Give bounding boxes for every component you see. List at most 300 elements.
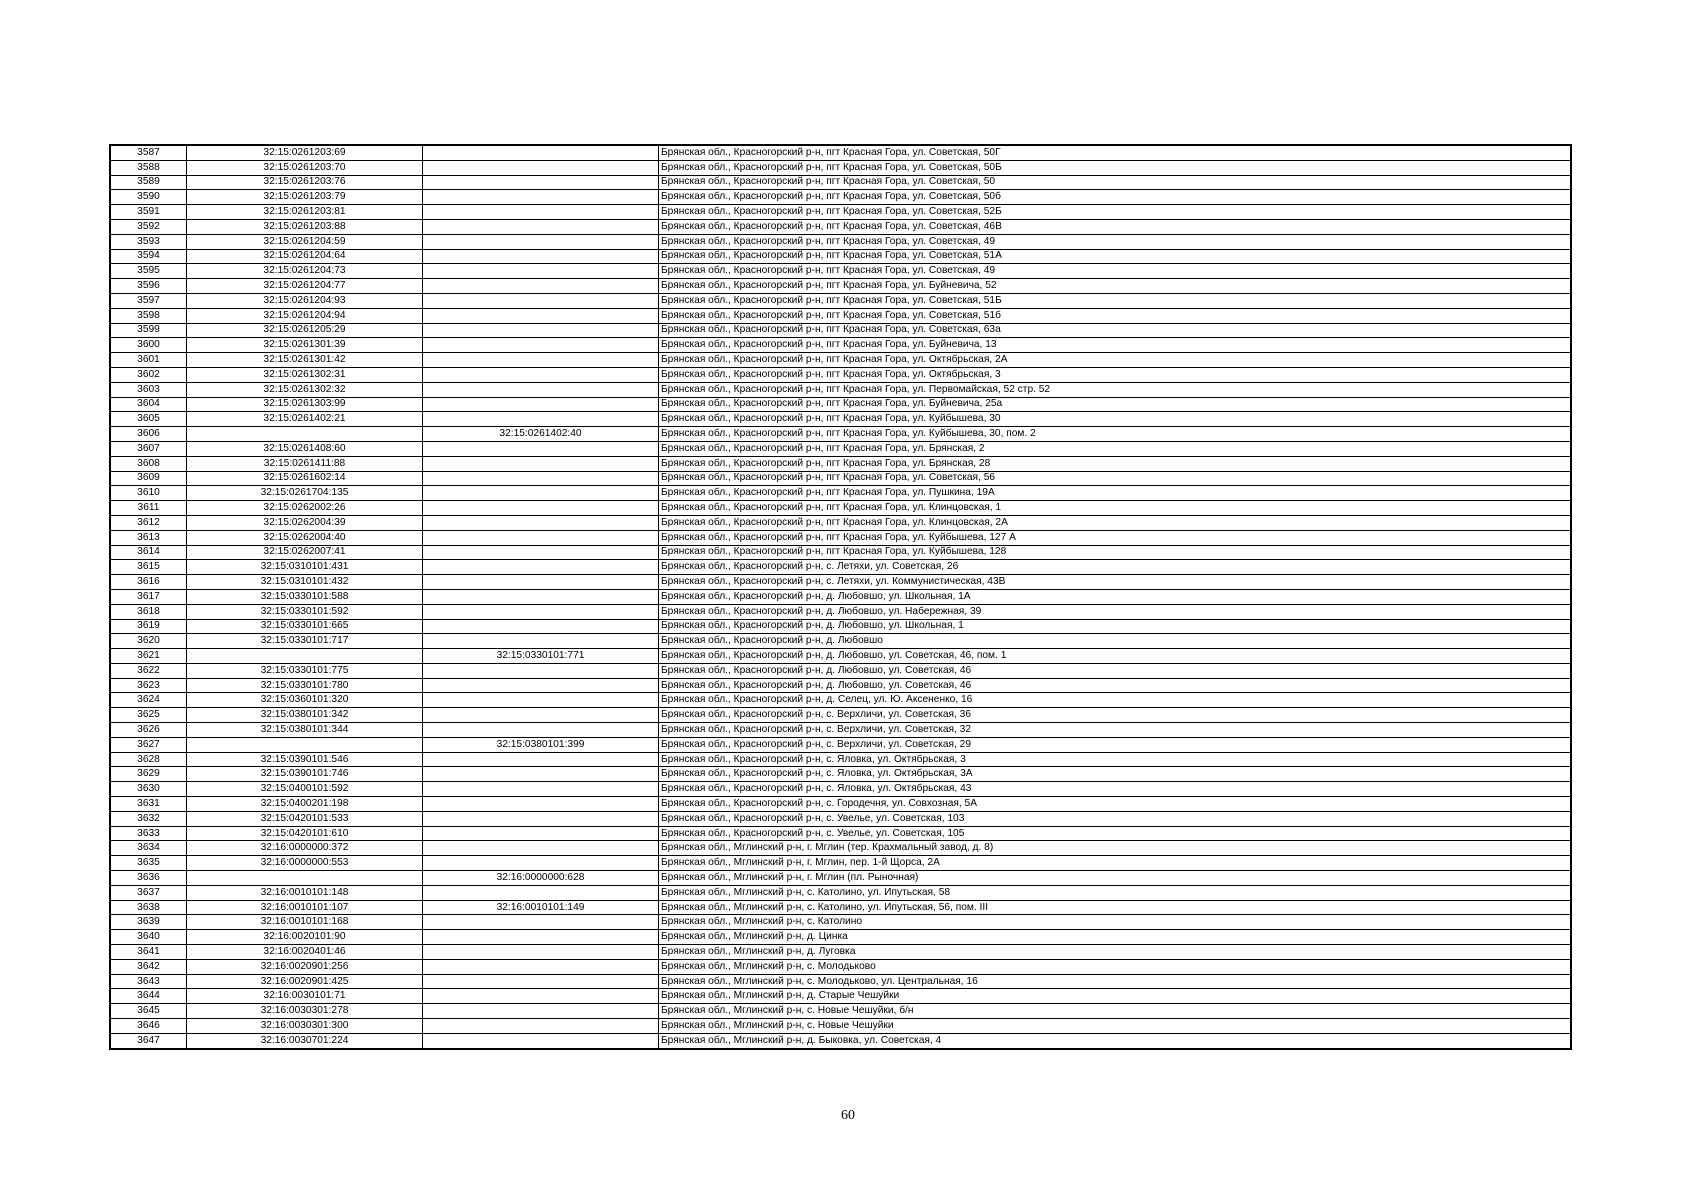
premises-cadastral-number-cell	[423, 767, 659, 782]
address-cell: Брянская обл., Красногорский р-н, д. Любовшо, ул. Школьная, 1	[659, 619, 1571, 634]
row-number-cell: 3638	[111, 900, 187, 915]
premises-cadastral-number-cell	[423, 604, 659, 619]
premises-cadastral-number-cell	[423, 249, 659, 264]
address-cell: Брянская обл., Красногорский р-н, пгт Красная Гора, ул. Советская, 51А	[659, 249, 1571, 264]
row-number-cell: 3605	[111, 412, 187, 427]
premises-cadastral-number-cell	[423, 663, 659, 678]
premises-cadastral-number-cell	[423, 338, 659, 353]
premises-cadastral-number-cell	[423, 397, 659, 412]
address-cell: Брянская обл., Мглинский р-н, д. Луговка	[659, 945, 1571, 960]
cadastral-number-cell: 32:15:0261302:31	[187, 367, 423, 382]
table-row	[111, 1033, 1571, 1048]
row-number-cell: 3601	[111, 353, 187, 368]
address-cell: Брянская обл., Красногорский р-н, пгт Красная Гора, ул. Клинцовская, 1	[659, 501, 1571, 516]
premises-cadastral-number-cell	[423, 723, 659, 738]
premises-cadastral-number-cell	[423, 160, 659, 175]
page-number: 60	[841, 1108, 855, 1123]
row-number-cell: 3622	[111, 663, 187, 678]
cadastral-number-cell: 32:15:0261204:64	[187, 249, 423, 264]
table-row	[111, 264, 1571, 279]
table-row	[111, 249, 1571, 264]
address-cell: Брянская обл., Красногорский р-н, д. Селец, ул. Ю. Аксененко, 16	[659, 693, 1571, 708]
row-number-cell: 3632	[111, 811, 187, 826]
row-number-cell: 3645	[111, 1004, 187, 1019]
premises-cadastral-number-cell	[423, 545, 659, 560]
address-cell: Брянская обл., Красногорский р-н, пгт Красная Гора, ул. Советская, 52Б	[659, 205, 1571, 220]
address-cell: Брянская обл., Красногорский р-н, пгт Красная Гора, ул. Клинцовская, 2А	[659, 515, 1571, 530]
address-cell: Брянская обл., Красногорский р-н, с. Верхличи, ул. Советская, 36	[659, 708, 1571, 723]
table-row	[111, 841, 1571, 856]
premises-cadastral-number-cell	[423, 797, 659, 812]
table-row	[111, 441, 1571, 456]
row-number-cell: 3634	[111, 841, 187, 856]
row-number-cell: 3607	[111, 441, 187, 456]
row-number-cell: 3643	[111, 974, 187, 989]
row-number-cell: 3608	[111, 456, 187, 471]
cadastral-number-cell: 32:15:0261203:76	[187, 175, 423, 190]
address-cell: Брянская обл., Мглинский р-н, д. Цинка	[659, 930, 1571, 945]
address-cell: Брянская обл., Красногорский р-н, пгт Красная Гора, ул. Брянская, 28	[659, 456, 1571, 471]
address-cell: Брянская обл., Красногорский р-н, пгт Красная Гора, ул. Октябрьская, 2А	[659, 353, 1571, 368]
table-row	[111, 515, 1571, 530]
premises-cadastral-number-cell	[423, 190, 659, 205]
table-row	[111, 930, 1571, 945]
cadastral-number-cell: 32:15:0330101:780	[187, 678, 423, 693]
premises-cadastral-number-cell	[423, 441, 659, 456]
address-cell: Брянская обл., Красногорский р-н, с. Городечня, ул. Совхозная, 5А	[659, 797, 1571, 812]
row-number-cell: 3617	[111, 589, 187, 604]
cadastral-number-cell: 32:15:0261203:81	[187, 205, 423, 220]
premises-cadastral-number-cell	[423, 974, 659, 989]
table-row	[111, 589, 1571, 604]
address-cell: Брянская обл., Красногорский р-н, д. Любовшо, ул. Советская, 46	[659, 678, 1571, 693]
row-number-cell: 3616	[111, 575, 187, 590]
address-cell: Брянская обл., Мглинский р-н, г. Мглин (пл. Рыночная)	[659, 871, 1571, 886]
row-number-cell: 3624	[111, 693, 187, 708]
table-row	[111, 160, 1571, 175]
row-number-cell: 3588	[111, 160, 187, 175]
row-number-cell: 3639	[111, 915, 187, 930]
row-number-cell: 3625	[111, 708, 187, 723]
table-row	[111, 871, 1571, 886]
row-number-cell: 3627	[111, 737, 187, 752]
premises-cadastral-number-cell	[423, 708, 659, 723]
cadastral-number-cell: 32:15:0261301:39	[187, 338, 423, 353]
address-cell: Брянская обл., Красногорский р-н, пгт Красная Гора, ул. Буйневича, 25а	[659, 397, 1571, 412]
premises-cadastral-number-cell	[423, 412, 659, 427]
cadastral-number-cell: 32:15:0310101:431	[187, 560, 423, 575]
premises-cadastral-number-cell	[423, 1019, 659, 1034]
table-row	[111, 530, 1571, 545]
row-number-cell: 3618	[111, 604, 187, 619]
cadastral-number-cell: 32:15:0330101:665	[187, 619, 423, 634]
address-cell: Брянская обл., Мглинский р-н, с. Новые Чешуйки	[659, 1019, 1571, 1034]
address-cell: Брянская обл., Красногорский р-н, пгт Красная Гора, ул. Куйбышева, 128	[659, 545, 1571, 560]
cadastral-number-cell: 32:16:0020101:90	[187, 930, 423, 945]
address-cell: Брянская обл., Красногорский р-н, пгт Красная Гора, ул. Советская, 56	[659, 471, 1571, 486]
cadastral-number-cell: 32:15:0262004:40	[187, 530, 423, 545]
registry-table-frame	[109, 144, 1572, 1050]
row-number-cell: 3613	[111, 530, 187, 545]
table-row	[111, 826, 1571, 841]
table-row	[111, 945, 1571, 960]
premises-cadastral-number-cell: 32:15:0330101:771	[423, 649, 659, 664]
premises-cadastral-number-cell	[423, 146, 659, 161]
table-row	[111, 737, 1571, 752]
address-cell: Брянская обл., Мглинский р-н, с. Новые Чешуйки, б/н	[659, 1004, 1571, 1019]
premises-cadastral-number-cell	[423, 264, 659, 279]
row-number-cell: 3629	[111, 767, 187, 782]
cadastral-number-cell: 32:16:0010101:148	[187, 885, 423, 900]
cadastral-number-cell: 32:15:0360101:320	[187, 693, 423, 708]
address-cell: Брянская обл., Мглинский р-н, д. Старые Чешуйки	[659, 989, 1571, 1004]
cadastral-number-cell: 32:15:0330101:717	[187, 634, 423, 649]
premises-cadastral-number-cell	[423, 471, 659, 486]
premises-cadastral-number-cell	[423, 989, 659, 1004]
table-row	[111, 649, 1571, 664]
premises-cadastral-number-cell	[423, 811, 659, 826]
table-row	[111, 767, 1571, 782]
cadastral-number-cell: 32:15:0330101:592	[187, 604, 423, 619]
address-cell: Брянская обл., Красногорский р-н, пгт Красная Гора, ул. Советская, 50б	[659, 190, 1571, 205]
premises-cadastral-number-cell: 32:15:0380101:399	[423, 737, 659, 752]
address-cell: Брянская обл., Красногорский р-н, д. Любовшо, ул. Школьная, 1А	[659, 589, 1571, 604]
row-number-cell: 3637	[111, 885, 187, 900]
address-cell: Брянская обл., Красногорский р-н, д. Любовшо, ул. Набережная, 39	[659, 604, 1571, 619]
row-number-cell: 3641	[111, 945, 187, 960]
row-number-cell: 3628	[111, 752, 187, 767]
address-cell: Брянская обл., Мглинский р-н, с. Молодьково, ул. Центральная, 16	[659, 974, 1571, 989]
table-row	[111, 412, 1571, 427]
table-row	[111, 974, 1571, 989]
cadastral-number-cell	[187, 737, 423, 752]
premises-cadastral-number-cell	[423, 560, 659, 575]
table-row	[111, 723, 1571, 738]
premises-cadastral-number-cell	[423, 382, 659, 397]
table-row	[111, 900, 1571, 915]
table-row	[111, 219, 1571, 234]
table-row	[111, 708, 1571, 723]
premises-cadastral-number-cell	[423, 782, 659, 797]
row-number-cell: 3631	[111, 797, 187, 812]
row-number-cell: 3596	[111, 279, 187, 294]
premises-cadastral-number-cell	[423, 959, 659, 974]
table-row	[111, 279, 1571, 294]
row-number-cell: 3606	[111, 427, 187, 442]
row-number-cell: 3587	[111, 146, 187, 161]
table-row	[111, 678, 1571, 693]
cadastral-number-cell: 32:15:0261203:79	[187, 190, 423, 205]
table-row	[111, 456, 1571, 471]
cadastral-number-cell: 32:15:0261203:88	[187, 219, 423, 234]
address-cell: Брянская обл., Красногорский р-н, пгт Красная Гора, ул. Куйбышева, 127 А	[659, 530, 1571, 545]
row-number-cell: 3647	[111, 1033, 187, 1048]
address-cell: Брянская обл., Красногорский р-н, пгт Красная Гора, ул. Советская, 50Г	[659, 146, 1571, 161]
address-cell: Брянская обл., Красногорский р-н, с. Летяхи, ул. Советская, 26	[659, 560, 1571, 575]
premises-cadastral-number-cell	[423, 279, 659, 294]
row-number-cell: 3623	[111, 678, 187, 693]
row-number-cell: 3612	[111, 515, 187, 530]
address-cell: Брянская обл., Мглинский р-н, г. Мглин, пер. 1-й Щорса, 2А	[659, 856, 1571, 871]
row-number-cell: 3598	[111, 308, 187, 323]
premises-cadastral-number-cell	[423, 885, 659, 900]
cadastral-number-cell: 32:16:0000000:553	[187, 856, 423, 871]
cadastral-number-cell: 32:16:0010101:168	[187, 915, 423, 930]
row-number-cell: 3640	[111, 930, 187, 945]
premises-cadastral-number-cell	[423, 589, 659, 604]
premises-cadastral-number-cell	[423, 752, 659, 767]
cadastral-number-cell	[187, 871, 423, 886]
address-cell: Брянская обл., Красногорский р-н, с. Яловка, ул. Октябрьская, 3А	[659, 767, 1571, 782]
row-number-cell: 3620	[111, 634, 187, 649]
premises-cadastral-number-cell: 32:16:0010101:149	[423, 900, 659, 915]
table-row	[111, 308, 1571, 323]
row-number-cell: 3604	[111, 397, 187, 412]
address-cell: Брянская обл., Красногорский р-н, с. Яловка, ул. Октябрьская, 43	[659, 782, 1571, 797]
table-row	[111, 234, 1571, 249]
address-cell: Брянская обл., Мглинский р-н, с. Молодьково	[659, 959, 1571, 974]
row-number-cell: 3602	[111, 367, 187, 382]
cadastral-number-cell: 32:15:0261602:14	[187, 471, 423, 486]
premises-cadastral-number-cell	[423, 1004, 659, 1019]
address-cell: Брянская обл., Красногорский р-н, пгт Красная Гора, ул. Советская, 49	[659, 234, 1571, 249]
table-row	[111, 1019, 1571, 1034]
row-number-cell: 3630	[111, 782, 187, 797]
cadastral-number-cell: 32:15:0261203:69	[187, 146, 423, 161]
table-row	[111, 367, 1571, 382]
address-cell: Брянская обл., Красногорский р-н, д. Любовшо, ул. Советская, 46	[659, 663, 1571, 678]
table-row	[111, 959, 1571, 974]
address-cell: Брянская обл., Красногорский р-н, пгт Красная Гора, ул. Первомайская, 52 стр. 52	[659, 382, 1571, 397]
premises-cadastral-number-cell	[423, 308, 659, 323]
address-cell: Брянская обл., Красногорский р-н, с. Яловка, ул. Октябрьская, 3	[659, 752, 1571, 767]
table-row	[111, 205, 1571, 220]
cadastral-number-cell: 32:15:0420101:610	[187, 826, 423, 841]
table-row	[111, 634, 1571, 649]
row-number-cell: 3600	[111, 338, 187, 353]
address-cell: Брянская обл., Красногорский р-н, с. Верхличи, ул. Советская, 29	[659, 737, 1571, 752]
address-cell: Брянская обл., Мглинский р-н, с. Католино	[659, 915, 1571, 930]
premises-cadastral-number-cell	[423, 515, 659, 530]
row-number-cell: 3646	[111, 1019, 187, 1034]
table-row	[111, 575, 1571, 590]
address-cell: Брянская обл., Красногорский р-н, пгт Красная Гора, ул. Советская, 50	[659, 175, 1571, 190]
premises-cadastral-number-cell	[423, 826, 659, 841]
table-row	[111, 619, 1571, 634]
row-number-cell: 3599	[111, 323, 187, 338]
table-row	[111, 427, 1571, 442]
row-number-cell: 3626	[111, 723, 187, 738]
premises-cadastral-number-cell	[423, 841, 659, 856]
table-row	[111, 797, 1571, 812]
premises-cadastral-number-cell	[423, 219, 659, 234]
cadastral-number-cell: 32:15:0330101:775	[187, 663, 423, 678]
premises-cadastral-number-cell: 32:15:0261402:40	[423, 427, 659, 442]
table-row	[111, 397, 1571, 412]
cadastral-number-cell	[187, 427, 423, 442]
table-row	[111, 293, 1571, 308]
address-cell: Брянская обл., Мглинский р-н, с. Католино, ул. Ипутьская, 58	[659, 885, 1571, 900]
cadastral-number-cell: 32:15:0400101:592	[187, 782, 423, 797]
address-cell: Брянская обл., Красногорский р-н, с. Верхличи, ул. Советская, 32	[659, 723, 1571, 738]
row-number-cell: 3635	[111, 856, 187, 871]
cadastral-number-cell: 32:16:0020901:256	[187, 959, 423, 974]
premises-cadastral-number-cell	[423, 367, 659, 382]
table-row	[111, 545, 1571, 560]
address-cell: Брянская обл., Мглинский р-н, с. Католино, ул. Ипутьская, 56, пом. III	[659, 900, 1571, 915]
premises-cadastral-number-cell	[423, 619, 659, 634]
registry-table-body	[111, 146, 1571, 1049]
table-row	[111, 338, 1571, 353]
address-cell: Брянская обл., Красногорский р-н, с. Увелье, ул. Советская, 103	[659, 811, 1571, 826]
address-cell: Брянская обл., Красногорский р-н, с. Увелье, ул. Советская, 105	[659, 826, 1571, 841]
address-cell: Брянская обл., Красногорский р-н, пгт Красная Гора, ул. Советская, 51б	[659, 308, 1571, 323]
table-row	[111, 915, 1571, 930]
row-number-cell: 3611	[111, 501, 187, 516]
cadastral-number-cell: 32:15:0261204:73	[187, 264, 423, 279]
table-row	[111, 146, 1571, 161]
table-row	[111, 323, 1571, 338]
address-cell: Брянская обл., Мглинский р-н, д. Быковка, ул. Советская, 4	[659, 1033, 1571, 1048]
row-number-cell: 3589	[111, 175, 187, 190]
row-number-cell: 3595	[111, 264, 187, 279]
row-number-cell: 3633	[111, 826, 187, 841]
premises-cadastral-number-cell	[423, 293, 659, 308]
cadastral-number-cell: 32:15:0261204:93	[187, 293, 423, 308]
cadastral-number-cell: 32:15:0261204:77	[187, 279, 423, 294]
cadastral-number-cell: 32:15:0261704:135	[187, 486, 423, 501]
cadastral-number-cell: 32:15:0380101:344	[187, 723, 423, 738]
table-row	[111, 885, 1571, 900]
premises-cadastral-number-cell	[423, 323, 659, 338]
address-cell: Брянская обл., Красногорский р-н, пгт Красная Гора, ул. Буйневича, 52	[659, 279, 1571, 294]
row-number-cell: 3590	[111, 190, 187, 205]
cadastral-number-cell: 32:16:0030301:300	[187, 1019, 423, 1034]
address-cell: Брянская обл., Красногорский р-н, пгт Красная Гора, ул. Куйбышева, 30, пом. 2	[659, 427, 1571, 442]
row-number-cell: 3592	[111, 219, 187, 234]
address-cell: Брянская обл., Красногорский р-н, пгт Красная Гора, ул. Брянская, 2	[659, 441, 1571, 456]
premises-cadastral-number-cell	[423, 856, 659, 871]
table-row	[111, 486, 1571, 501]
table-row	[111, 560, 1571, 575]
cadastral-number-cell: 32:15:0261203:70	[187, 160, 423, 175]
table-row	[111, 811, 1571, 826]
cadastral-number-cell: 32:15:0261205:29	[187, 323, 423, 338]
row-number-cell: 3621	[111, 649, 187, 664]
row-number-cell: 3591	[111, 205, 187, 220]
row-number-cell: 3615	[111, 560, 187, 575]
table-row	[111, 1004, 1571, 1019]
cadastral-number-cell: 32:15:0262002:26	[187, 501, 423, 516]
table-row	[111, 663, 1571, 678]
cadastral-number-cell: 32:15:0261303:99	[187, 397, 423, 412]
table-row	[111, 782, 1571, 797]
premises-cadastral-number-cell	[423, 486, 659, 501]
address-cell: Брянская обл., Красногорский р-н, пгт Красная Гора, ул. Советская, 46В	[659, 219, 1571, 234]
cadastral-number-cell: 32:15:0261302:32	[187, 382, 423, 397]
premises-cadastral-number-cell	[423, 693, 659, 708]
premises-cadastral-number-cell	[423, 234, 659, 249]
address-cell: Брянская обл., Красногорский р-н, пгт Красная Гора, ул. Октябрьская, 3	[659, 367, 1571, 382]
address-cell: Брянская обл., Красногорский р-н, пгт Красная Гора, ул. Куйбышева, 30	[659, 412, 1571, 427]
cadastral-number-cell: 32:15:0261301:42	[187, 353, 423, 368]
cadastral-number-cell	[187, 649, 423, 664]
premises-cadastral-number-cell	[423, 634, 659, 649]
cadastral-number-cell: 32:15:0380101:342	[187, 708, 423, 723]
row-number-cell: 3619	[111, 619, 187, 634]
cadastral-number-cell: 32:16:0030701:224	[187, 1033, 423, 1048]
table-row	[111, 353, 1571, 368]
cadastral-number-cell: 32:15:0261204:59	[187, 234, 423, 249]
premises-cadastral-number-cell	[423, 915, 659, 930]
address-cell: Брянская обл., Красногорский р-н, пгт Красная Гора, ул. Буйневича, 13	[659, 338, 1571, 353]
cadastral-number-cell: 32:16:0020901:425	[187, 974, 423, 989]
cadastral-number-cell: 32:15:0261402:21	[187, 412, 423, 427]
cadastral-number-cell: 32:16:0030301:278	[187, 1004, 423, 1019]
address-cell: Брянская обл., Красногорский р-н, пгт Красная Гора, ул. Пушкина, 19А	[659, 486, 1571, 501]
row-number-cell: 3644	[111, 989, 187, 1004]
premises-cadastral-number-cell	[423, 205, 659, 220]
cadastral-number-cell: 32:15:0390101:746	[187, 767, 423, 782]
cadastral-number-cell: 32:15:0261204:94	[187, 308, 423, 323]
cadastral-number-cell: 32:15:0390101:546	[187, 752, 423, 767]
row-number-cell: 3636	[111, 871, 187, 886]
table-row	[111, 175, 1571, 190]
row-number-cell: 3614	[111, 545, 187, 560]
cadastral-number-cell: 32:16:0020401:46	[187, 945, 423, 960]
table-row	[111, 604, 1571, 619]
cadastral-number-cell: 32:15:0261408:60	[187, 441, 423, 456]
table-row	[111, 693, 1571, 708]
table-row	[111, 190, 1571, 205]
premises-cadastral-number-cell	[423, 353, 659, 368]
premises-cadastral-number-cell	[423, 501, 659, 516]
address-cell: Брянская обл., Красногорский р-н, д. Любовшо	[659, 634, 1571, 649]
cadastral-number-cell: 32:16:0000000:372	[187, 841, 423, 856]
table-row	[111, 382, 1571, 397]
registry-table	[110, 145, 1571, 1049]
premises-cadastral-number-cell: 32:16:0000000:628	[423, 871, 659, 886]
address-cell: Брянская обл., Мглинский р-н, г. Мглин (тер. Крахмальный завод, д. 8)	[659, 841, 1571, 856]
premises-cadastral-number-cell	[423, 575, 659, 590]
table-row	[111, 989, 1571, 1004]
row-number-cell: 3593	[111, 234, 187, 249]
cadastral-number-cell: 32:16:0010101:107	[187, 900, 423, 915]
address-cell: Брянская обл., Красногорский р-н, д. Любовшо, ул. Советская, 46, пом. 1	[659, 649, 1571, 664]
cadastral-number-cell: 32:15:0420101:533	[187, 811, 423, 826]
cadastral-number-cell: 32:15:0262007:41	[187, 545, 423, 560]
address-cell: Брянская обл., Красногорский р-н, пгт Красная Гора, ул. Советская, 51Б	[659, 293, 1571, 308]
premises-cadastral-number-cell	[423, 175, 659, 190]
address-cell: Брянская обл., Красногорский р-н, пгт Красная Гора, ул. Советская, 50Б	[659, 160, 1571, 175]
row-number-cell: 3642	[111, 959, 187, 974]
cadastral-number-cell: 32:15:0310101:432	[187, 575, 423, 590]
table-row	[111, 856, 1571, 871]
premises-cadastral-number-cell	[423, 945, 659, 960]
premises-cadastral-number-cell	[423, 678, 659, 693]
premises-cadastral-number-cell	[423, 1033, 659, 1048]
cadastral-number-cell: 32:15:0261411:88	[187, 456, 423, 471]
address-cell: Брянская обл., Красногорский р-н, пгт Красная Гора, ул. Советская, 49	[659, 264, 1571, 279]
cadastral-number-cell: 32:15:0400201:198	[187, 797, 423, 812]
address-cell: Брянская обл., Красногорский р-н, пгт Красная Гора, ул. Советская, 63а	[659, 323, 1571, 338]
cadastral-number-cell: 32:16:0030101:71	[187, 989, 423, 1004]
row-number-cell: 3609	[111, 471, 187, 486]
cadastral-number-cell: 32:15:0330101:588	[187, 589, 423, 604]
row-number-cell: 3603	[111, 382, 187, 397]
table-row	[111, 471, 1571, 486]
cadastral-number-cell: 32:15:0262004:39	[187, 515, 423, 530]
